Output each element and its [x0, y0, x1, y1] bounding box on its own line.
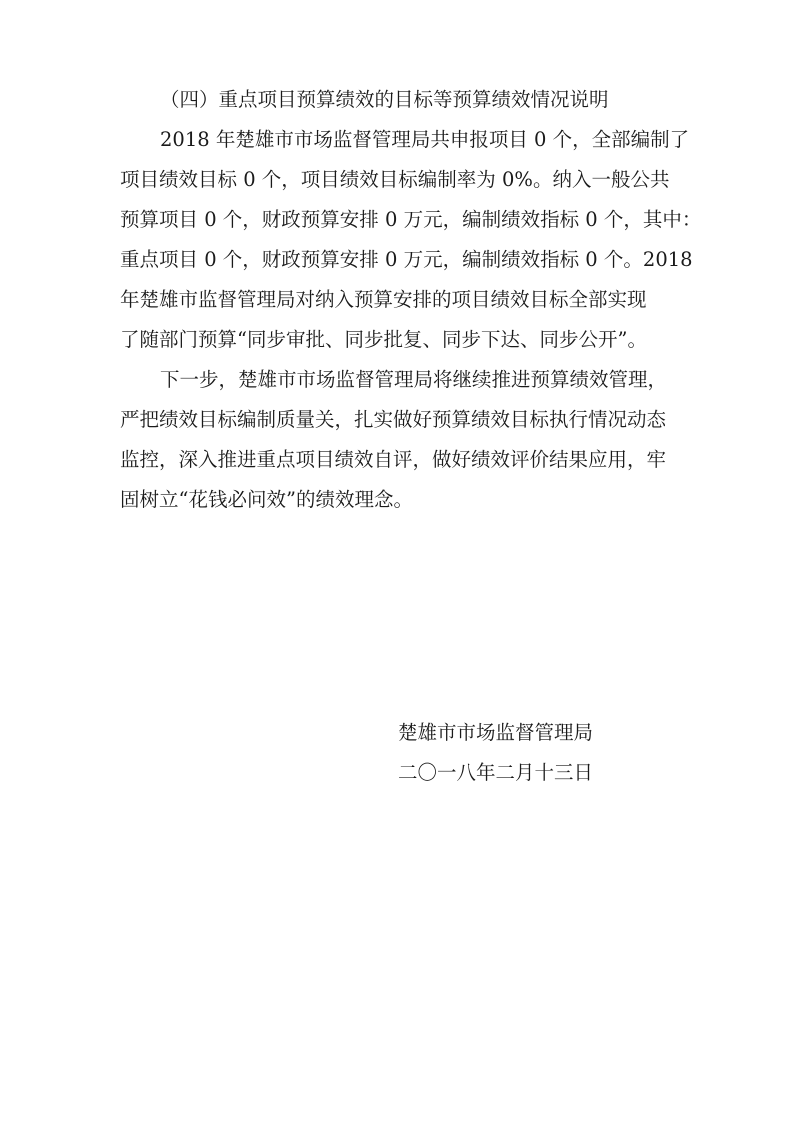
- paragraph-line: 项目绩效目标 0 个，项目绩效目标编制率为 0%。纳入一般公共: [120, 168, 670, 191]
- section-heading: （四）重点项目预算绩效的目标等预算绩效情况说明: [160, 88, 609, 111]
- paragraph-line: 监控，深入推进重点项目绩效自评，做好绩效评价结果应用，牢: [120, 448, 667, 471]
- paragraph-line: 了随部门预算“同步审批、同步批复、同步下达、同步公开”。: [120, 328, 647, 351]
- paragraph-line: 下一步，楚雄市市场监督管理局将继续推进预算绩效管理，: [160, 368, 668, 391]
- paragraph-line: 严把绩效目标编制质量关，扎实做好预算绩效目标执行情况动态: [120, 408, 667, 431]
- paragraph-line: 重点项目 0 个，财政预算安排 0 万元，编制绩效指标 0 个。2018: [120, 248, 693, 271]
- paragraph-line: 固树立“花钱必问效”的绩效理念。: [120, 488, 413, 511]
- paragraph-budget-performance: [120, 120, 702, 360]
- paragraph-line: 预算项目 0 个，财政预算安排 0 万元，编制绩效指标 0 个，其中：: [120, 208, 702, 231]
- paragraph-next-steps: [120, 360, 688, 520]
- document-body: [120, 80, 702, 520]
- signature-block: [398, 713, 593, 793]
- signature-date: 二〇一八年二月十三日: [398, 761, 594, 784]
- paragraph-line: 年楚雄市监督管理局对纳入预算安排的项目绩效目标全部实现: [120, 288, 647, 311]
- signature-organization: 楚雄市市场监督管理局: [398, 721, 594, 744]
- paragraph-line: 2018 年楚雄市市场监督管理局共申报项目 0 个，全部编制了: [160, 128, 690, 151]
